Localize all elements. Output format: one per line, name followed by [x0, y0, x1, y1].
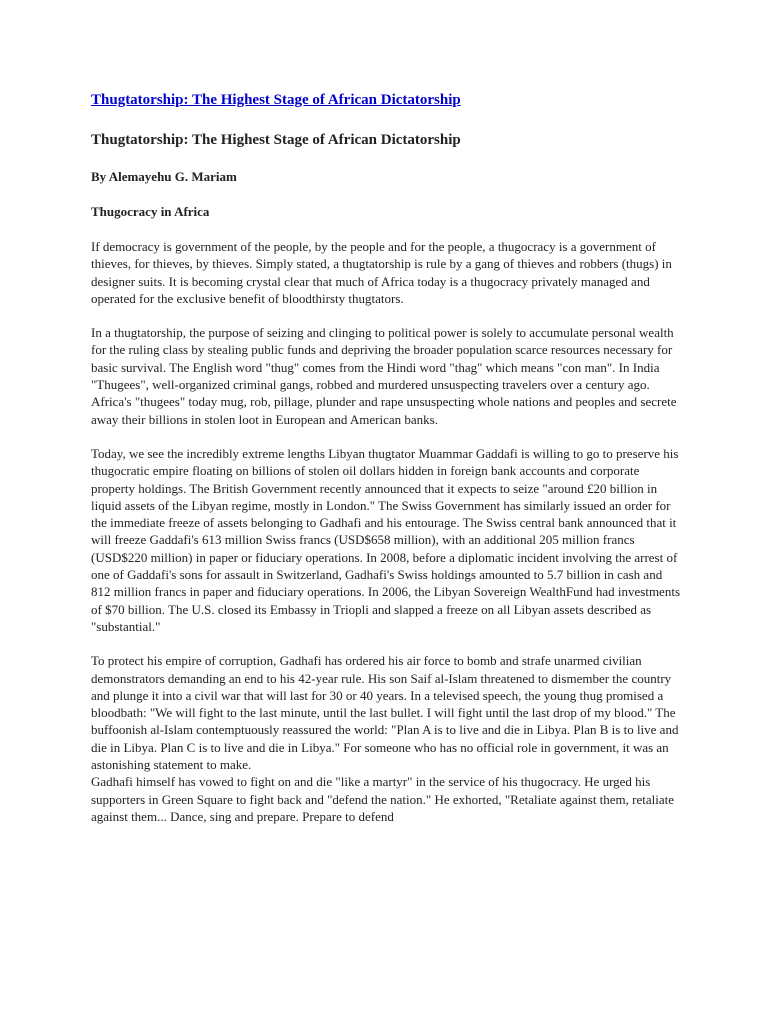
document-page: [91, 90, 681, 842]
paragraph-1: If democracy is government of the people, by the people and for the people, a thugocracy is a government of thieves, for thieves, by thieves. Simply stated, a thugtatorship is rule by a gang of thieves and robbers (thugs) in designer suits. It is becoming crystal clear that much of Africa today is a thugocracy privately managed and operated for the exclusive benefit of bloodthirsty thugtators.: [91, 239, 672, 306]
section-heading: Thugocracy in Africa: [91, 204, 210, 219]
paragraph-2: In a thugtatorship, the purpose of seizing and clinging to political power is solely to accumulate personal wealth for the ruling class by stealing public funds and depriving the broader population scarce resources necessary for basic survival. The English word "thug" comes from the Hindi word "thag" which means "con man". In India "Thugees", well-organized criminal gangs, robbed and murdered unsuspecting travelers over a century ago. Africa's "thugees" today mug, rob, pillage, plunder and rape unsuspecting whole nations and peoples and secrete away their billions in stolen loot in European and American banks.: [91, 325, 677, 427]
paragraph-4: To protect his empire of corruption, Gadhafi has ordered his air force to bomb and strafe unarmed civilian demonstrators demanding an end to his 42-year rule. His son Saif al-Islam threatened to dismember the country and plunge it into a civil war that will last for 30 or 40 years. In a televised speech, the young thug promised a bloodbath: "We will fight to the last minute, until the last bullet. I will fight until the last drop of my blood." The buffoonish al-Islam contemptuously reassured the world: "Plan A is to live and die in Libya. Plan B is to live and die in Libya. Plan C is to live and die in Libya." For someone who has no official role in government, it was an astonishing statement to make.: [91, 653, 679, 773]
paragraph-3: Today, we see the incredibly extreme lengths Libyan thugtator Muammar Gaddafi is willing to go to preserve his thugocratic empire floating on billions of stolen oil dollars hidden in foreign bank accounts and corporate property holdings. The British Government recently announced that it expects to seize "around £20 billion in liquid assets of the Libyan regime, mostly in London." The Swiss Government has similarly issued an order for the immediate freeze of assets belonging to Gadhafi and his entourage. The Swiss central bank announced that it will freeze Gaddafi's 613 million Swiss francs (USD$658 million), with an additional 205 million francs (USD$220 million) in paper or fiduciary operations. In 2008, before a diplomatic incident involving the arrest of one of Gaddafi's sons for assault in Switzerland, Gadhafi's Swiss holdings amounted to 5.7 billion in cash and 812 million francs in paper and fiduciary operations. In 2006, the Libyan Sovereign WealthFund had investments of $70 billion. The U.S. closed its Embassy in Triopli and slapped a freeze on all Libyan assets described as "substantial.": [91, 445, 680, 634]
article-title: Thugtatorship: The Highest Stage of African Dictatorship: [91, 132, 461, 148]
paragraph-5: Gadhafi himself has vowed to fight on and die "like a martyr" in the service of his thugocracy. He urged his supporters in Green Square to fight back and "defend the nation." He exhorted, "Retaliate against them, retaliate against them... Dance, sing and prepare. Prepare to defend: [91, 774, 675, 824]
article-link-title[interactable]: Thugtatorship: The Highest Stage of African Dictatorship: [91, 92, 461, 108]
byline: By Alemayehu G. Mariam: [91, 169, 237, 184]
